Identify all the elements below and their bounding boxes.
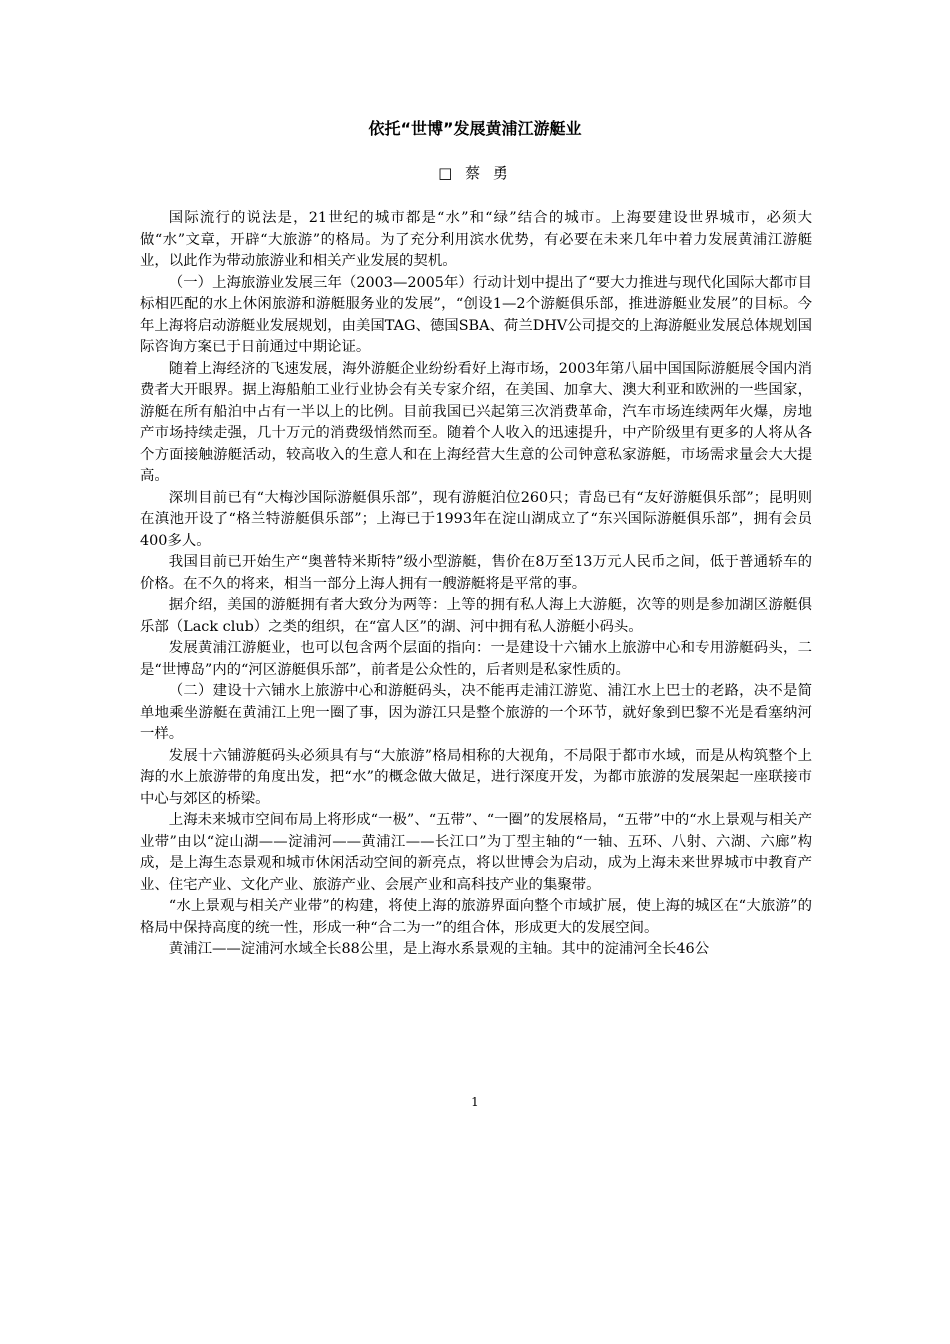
paragraph: 上海未来城市空间布局上将形成“一极”、“五带”、“一圈”的发展格局，“五带”中的“水上景观与相关产业带”由以“淀山湖——淀浦河——黄浦江——长江口”为丁型主轴的“一轴、五环、八射、六湖、六廊”构成，是上海生态景观和城市休闲活动空间的新亮点，将以世博会为启动，成为上海未来世界城市中教育产业、住宅产业、文化产业、旅游产业、会展产业和高科技产业的集聚带。	[140, 812, 812, 893]
paragraph: 随着上海经济的飞速发展，海外游艇企业纷纷看好上海市场，2003年第八届中国国际游艇展令国内消费者大开眼界。据上海船舶工业行业协会有关专家介绍，在美国、加拿大、澳大利亚和欧洲的一些国家，游艇在所有船泊中占有一半以上的比例。目前我国已兴起第三次消费革命，汽车市场连续两年火爆，房地产市场持续走强，几十万元的消费级悄然而至。随着个人收入的迅速提升，中产阶级里有更多的人将从各个方面接触游艇活动，较高收入的生意人和在上海经营大生意的公司钟意私家游艇，市场需求量会大大提高。	[140, 360, 812, 484]
paragraph: 国际流行的说法是，21世纪的城市都是“水”和“绿”结合的城市。上海要建设世界城市，必须大做“水”文章，开辟“大旅游”的格局。为了充分利用滨水优势，有必要在未来几年中着力发展黄浦江游艇业，以此作为带动旅游业和相关产业发展的契机。	[140, 210, 812, 269]
paragraph: 据介绍，美国的游艇拥有者大致分为两等：上等的拥有私人海上大游艇，次等的则是参加湖区游艇俱乐部（Lack club）之类的组织，在“富人区”的湖、河中拥有私人游艇小码头。	[140, 597, 812, 635]
paragraph: 发展黄浦江游艇业，也可以包含两个层面的指向：一是建设十六铺水上旅游中心和专用游艇码头，二是“世博岛”内的“河区游艇俱乐部”，前者是公众性的，后者则是私家性质的。	[140, 640, 812, 678]
paragraph: （二）建设十六铺水上旅游中心和游艇码头，决不能再走浦江游览、浦江水上巴士的老路，决不是简单地乘坐游艇在黄浦江上兜一圈了事，因为游江只是整个旅游的一个环节，就好象到巴黎不光是看塞纳河一样。	[140, 683, 812, 742]
article-author: □ 蔡 勇	[438, 164, 512, 182]
paragraph: 黄浦江——淀浦河水域全长88公里，是上海水系景观的主轴。其中的淀浦河全长46公	[168, 941, 710, 957]
paragraph: 深圳目前已有“大梅沙国际游艇俱乐部”，现有游艇泊位260只；青岛已有“友好游艇俱乐部”；昆明则在滇池开设了“格兰特游艇俱乐部”；上海已于1993年在淀山湖成立了“东兴国际游艇俱乐部”，拥有会员400多人。	[140, 489, 812, 549]
paragraph: 发展十六铺游艇码头必须具有与“大旅游”格局相称的大视角，不局限于都市水域，而是从构筑整个上海的水上旅游带的角度出发，把“水”的概念做大做足，进行深度开发，为都市旅游的发展架起一座联接市中心与郊区的桥梁。	[140, 747, 812, 807]
article-title: 依托“世博”发展黄浦江游艇业	[368, 119, 582, 138]
paragraph: （一）上海旅游业发展三年（2003—2005年）行动计划中提出了“要大力推进与现代化国际大都市目标相匹配的水上休闲旅游和游艇服务业的发展”，“创设1—2个游艇俱乐部，推进游艇业发展”的目标。今年上海将启动游艇业发展规划，由美国TAG、德国SBA、荷兰DHV公司提交的上海游艇业发展总体规划国际咨询方案已于日前通过中期论证。	[140, 274, 812, 355]
paragraph: “水上景观与相关产业带”的构建，将使上海的旅游界面向整个市域扩展，使上海的城区在“大旅游”的格局中保持高度的统一性，形成一种“合二为一”的组合体，形成更大的发展空间。	[140, 898, 812, 936]
paragraph: 我国目前已开始生产“奥普特米斯特”级小型游艇，售价在8万至13万元人民币之间，低于普通轿车的价格。在不久的将来，相当一部分上海人拥有一艘游艇将是平常的事。	[140, 554, 812, 592]
page-number: 1	[471, 1095, 479, 1109]
article-body	[140, 208, 812, 961]
